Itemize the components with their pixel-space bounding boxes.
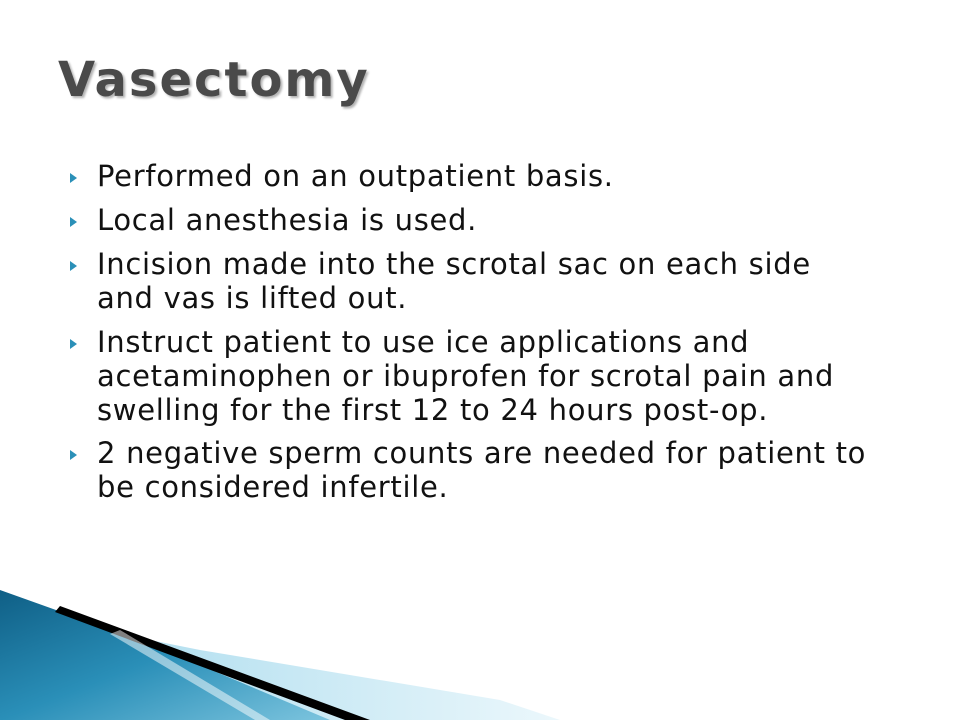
triangle-bullet-icon [70, 261, 77, 271]
bullet-item [68, 437, 868, 505]
slide-title: Vasectomy [58, 52, 370, 108]
bullet-list [68, 160, 868, 515]
triangle-bullet-icon [70, 217, 77, 227]
bullet-item [68, 326, 868, 428]
triangle-bullet-icon [70, 339, 77, 349]
bullet-text: Local anesthesia is used. [97, 202, 478, 237]
bullet-item [68, 160, 868, 194]
bullet-item [68, 204, 868, 238]
bullet-item [68, 248, 868, 316]
bullet-text: 2 negative sperm counts are needed for patient to be considered infertile. [97, 436, 867, 505]
bullet-text: Instruct patient to use ice applications and acetaminophen or ibuprofen for scrotal pain and swelling for the first 12 to 24 hours post-op. [97, 324, 835, 427]
blue-swoosh [0, 590, 330, 720]
bullet-text: Performed on an outpatient basis. [97, 159, 614, 193]
decorative-wave-graphic [0, 590, 960, 720]
bullet-text: Incision made into the scrotal sac on each side and vas is lifted out. [97, 246, 811, 315]
triangle-bullet-icon [70, 173, 77, 183]
triangle-bullet-icon [70, 450, 77, 460]
